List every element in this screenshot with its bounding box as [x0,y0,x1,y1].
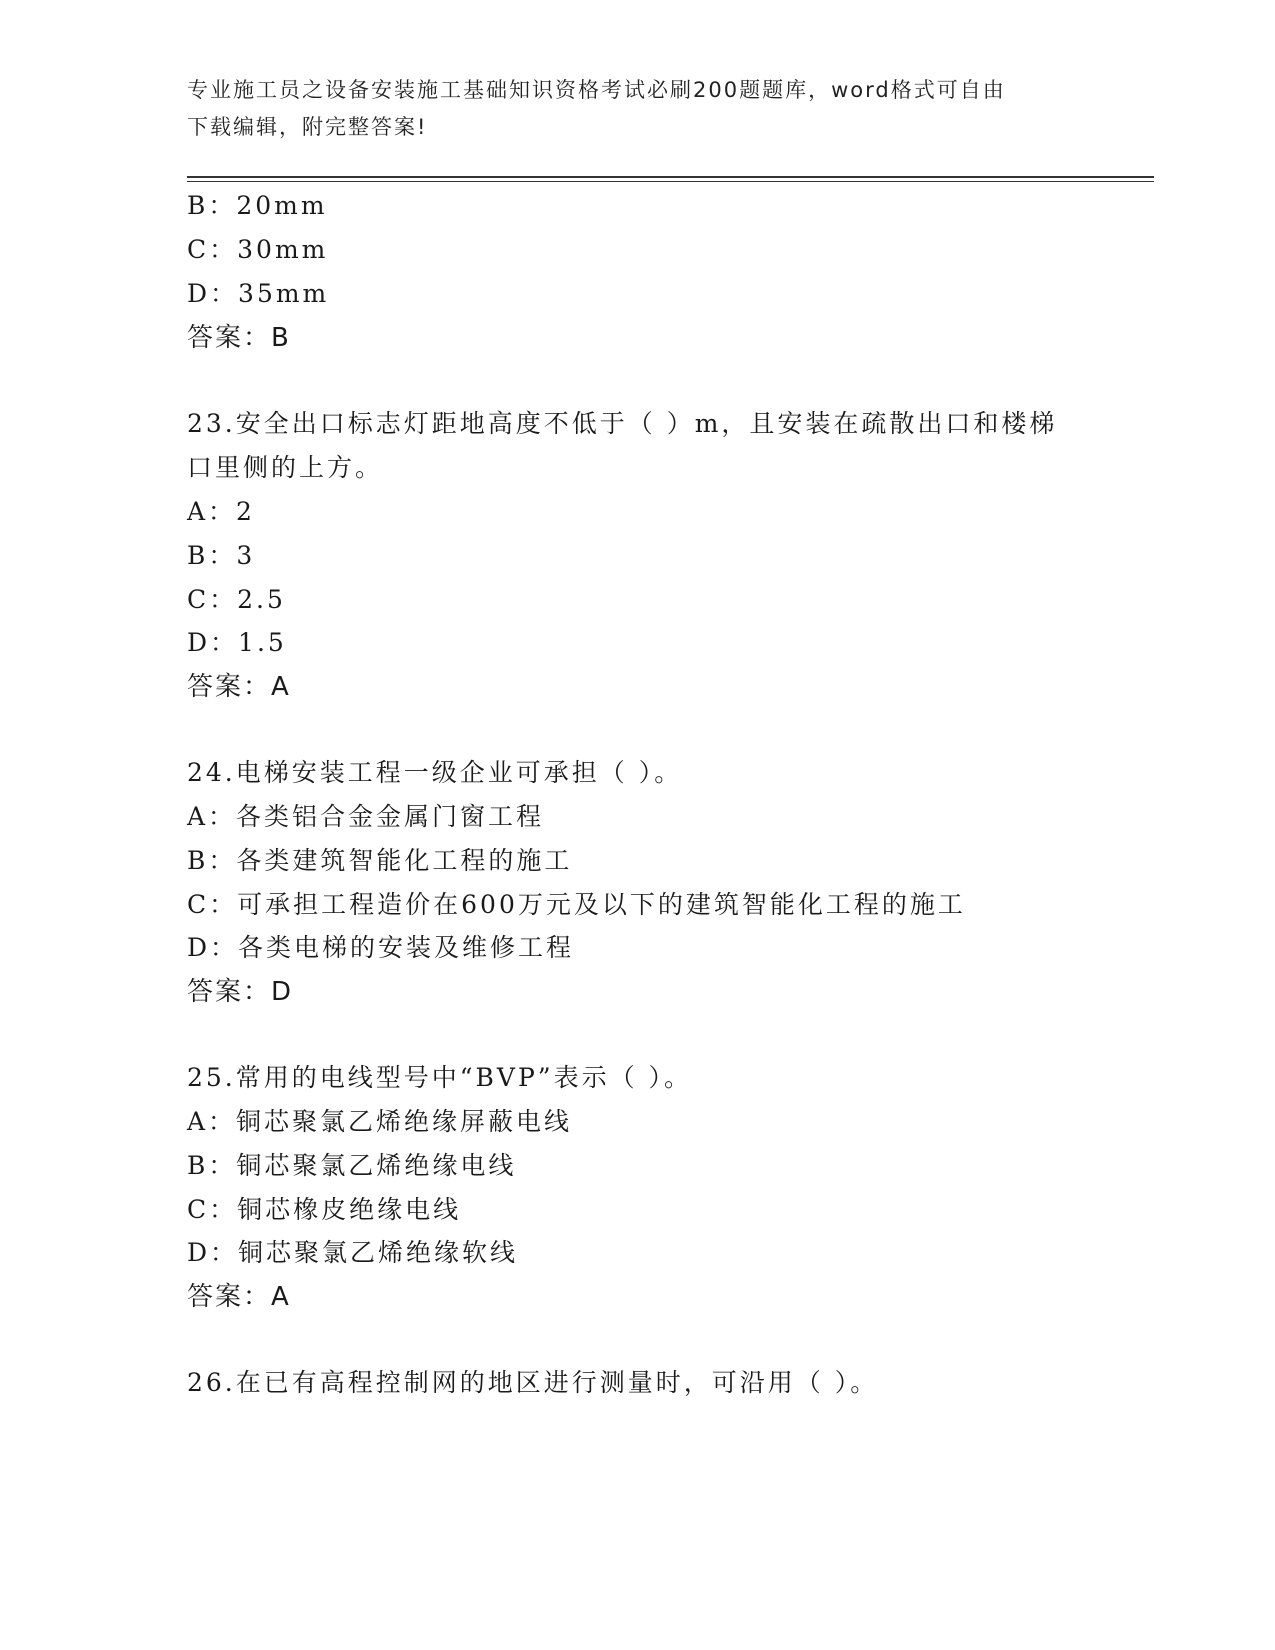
q23-stem-line-2: 口里侧的上方。 [187,453,384,482]
q24-answer: 答案：D [187,977,294,1007]
q24-stem: 24.电梯安装工程一级企业可承担（ ）。 [187,758,683,787]
q25-option-d: D：铜芯聚氯乙烯绝缘软线 [187,1238,519,1267]
q25-option-b: B：铜芯聚氯乙烯绝缘电线 [187,1151,517,1180]
header-line-2: 下载编辑，附完整答案! [187,115,428,139]
q23-option-d: D：1.5 [187,628,287,657]
q25-option-c: C：铜芯橡皮绝缘电线 [187,1195,462,1224]
header-line-1: 专业施工员之设备安装施工基础知识资格考试必刷200题题库，word格式可自由 [187,78,1006,102]
q24-option-a: A：各类铝合金金属门窗工程 [187,802,545,831]
prev-answer: 答案：B [187,323,291,353]
q23-option-a: A：2 [187,497,255,526]
q23-option-c: C：2.5 [187,585,286,614]
q26-stem: 26.在已有高程控制网的地区进行测量时，可沿用（ ）。 [187,1368,879,1397]
q24-option-c: C：可承担工程造价在600万元及以下的建筑智能化工程的施工 [187,890,966,919]
q25-option-a: A：铜芯聚氯乙烯绝缘屏蔽电线 [187,1107,573,1136]
header-rule-thick [187,176,1154,178]
q25-answer: 答案：A [187,1282,291,1312]
q23-answer: 答案：A [187,672,291,702]
document-header [187,72,1067,146]
prev-option-d: D：35mm [187,279,330,308]
q23-stem-line-1: 23.安全出口标志灯距地高度不低于（ ）m，且安装在疏散出口和楼梯 [187,409,1058,438]
prev-option-b: B：20mm [187,191,328,220]
prev-option-c: C：30mm [187,235,329,264]
q24-option-d: D：各类电梯的安装及维修工程 [187,933,575,962]
q23-option-b: B：3 [187,541,256,570]
q24-option-b: B：各类建筑智能化工程的施工 [187,846,573,875]
header-rule-thin [187,181,1154,182]
q25-stem: 25.常用的电线型号中“BVP”表示（ ）。 [187,1063,693,1092]
